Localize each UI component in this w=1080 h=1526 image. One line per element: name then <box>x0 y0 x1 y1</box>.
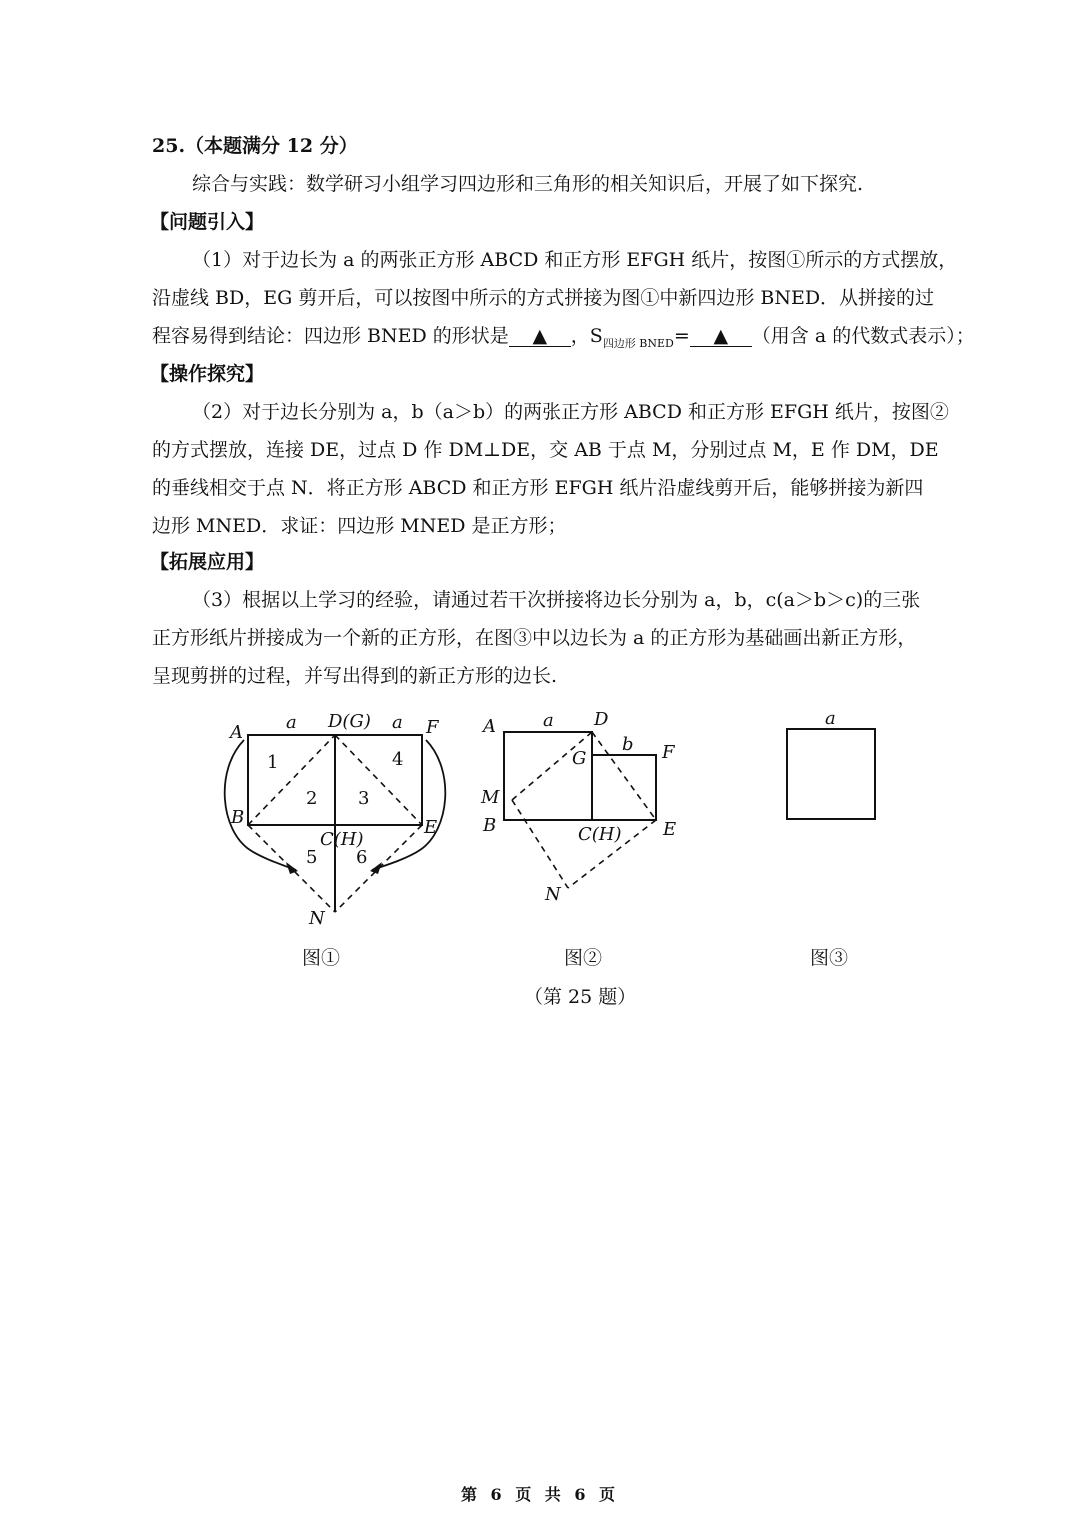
label-A: A <box>230 722 243 743</box>
part1-line3-equals: = <box>673 325 690 347</box>
part2-line4: 边形 MNED．求证：四边形 MNED 是正方形； <box>152 515 567 537</box>
label-F: F <box>426 717 439 738</box>
part1-line3-text-b: ，S <box>570 325 603 347</box>
region-3: 3 <box>358 788 370 809</box>
part2-line3: 的垂线相交于点 N．将正方形 ABCD 和正方形 EFGH 纸片沿虚线剪开后，能够拼接为新四 <box>152 477 924 499</box>
section-problem-intro: 【问题引入】 <box>150 211 265 233</box>
label-a-right: a <box>392 712 403 733</box>
page-footer: 第 6 页 共 6 页 <box>460 1485 620 1504</box>
label-a-fig2: a <box>543 710 554 731</box>
region-6: 6 <box>356 847 368 868</box>
square-abcd-fig2 <box>504 732 592 820</box>
square-efgh-fig2 <box>592 755 656 820</box>
label-N-fig2: N <box>545 884 561 905</box>
square-efgh <box>335 735 422 825</box>
label-F-fig2: F <box>662 742 675 763</box>
part1-line3-text-a: 程容易得到结论：四边形 BNED 的形状是 <box>152 325 509 347</box>
answer-blank-shape[interactable]: ▲ <box>509 326 571 347</box>
label-C-H: C(H) <box>320 829 364 850</box>
label-E: E <box>424 817 438 838</box>
figure-1-caption: 图① <box>302 947 341 969</box>
figure-group-caption: （第 25 题） <box>524 986 637 1008</box>
region-1: 1 <box>267 752 279 773</box>
label-a-fig3: a <box>825 708 836 729</box>
figure-2-caption: 图② <box>564 947 603 969</box>
region-4: 4 <box>392 749 404 770</box>
label-M-fig2: M <box>481 787 500 808</box>
label-A-fig2: A <box>483 716 496 737</box>
label-N: N <box>309 908 325 929</box>
section-extension: 【拓展应用】 <box>150 551 265 573</box>
label-a-left: a <box>286 712 297 733</box>
figure-3-caption: 图③ <box>810 947 849 969</box>
section-operation: 【操作探究】 <box>150 363 265 385</box>
label-B: B <box>231 807 245 828</box>
region-5: 5 <box>306 847 318 868</box>
cut-line-eg <box>335 735 422 825</box>
label-b-fig2: b <box>622 734 634 755</box>
square-a-fig3 <box>787 729 875 819</box>
part3-line3: 呈现剪拼的过程，并写出得到的新正方形的边长. <box>152 665 558 687</box>
part1-line3-text-d: （用含 a 的代数式表示）； <box>751 325 975 347</box>
part2-line1: （2）对于边长分别为 a，b（a＞b）的两张正方形 ABCD 和正方形 EFGH 纸片，按图② <box>192 401 949 423</box>
part3-line2: 正方形纸片拼接成为一个新的正方形，在图③中以边长为 a 的正方形为基础画出新正方形， <box>152 627 917 649</box>
label-G-fig2: G <box>572 748 587 769</box>
area-subscript: 四边形 BNED <box>602 336 674 350</box>
label-E-fig2: E <box>663 819 677 840</box>
part3-line1: （3）根据以上学习的经验，请通过若干次拼接将边长分别为 a，b，c(a＞b＞c)的三张 <box>192 589 921 611</box>
cut-line-bd <box>248 735 335 825</box>
arrow-right-curve <box>372 740 445 870</box>
dashed-mn <box>512 800 568 888</box>
question-header: 25.（本题满分 12 分） <box>152 135 358 157</box>
label-B-fig2: B <box>483 815 497 836</box>
part1-line2: 沿虚线 BD，EG 剪开后，可以按图中所示的方式拼接为图①中新四边形 BNED．从拼接的过 <box>152 287 935 309</box>
arrow-left-curve <box>225 740 296 870</box>
part1-line1: （1）对于边长为 a 的两张正方形 ABCD 和正方形 EFGH 纸片，按图①所示的方式摆放， <box>192 249 958 271</box>
label-D-fig2: D <box>594 709 609 730</box>
label-D-G: D(G) <box>328 711 371 732</box>
part2-line2: 的方式摆放，连接 DE，过点 D 作 DM⊥DE，交 AB 于点 M，分别过点 M，E 作 DM，DE <box>152 439 939 461</box>
question-intro: 综合与实践：数学研习小组学习四边形和三角形的相关知识后，开展了如下探究. <box>192 173 864 195</box>
answer-blank-area[interactable]: ▲ <box>690 326 752 347</box>
region-2: 2 <box>306 788 318 809</box>
label-C-H-fig2: C(H) <box>578 824 622 845</box>
square-abcd <box>248 735 335 825</box>
